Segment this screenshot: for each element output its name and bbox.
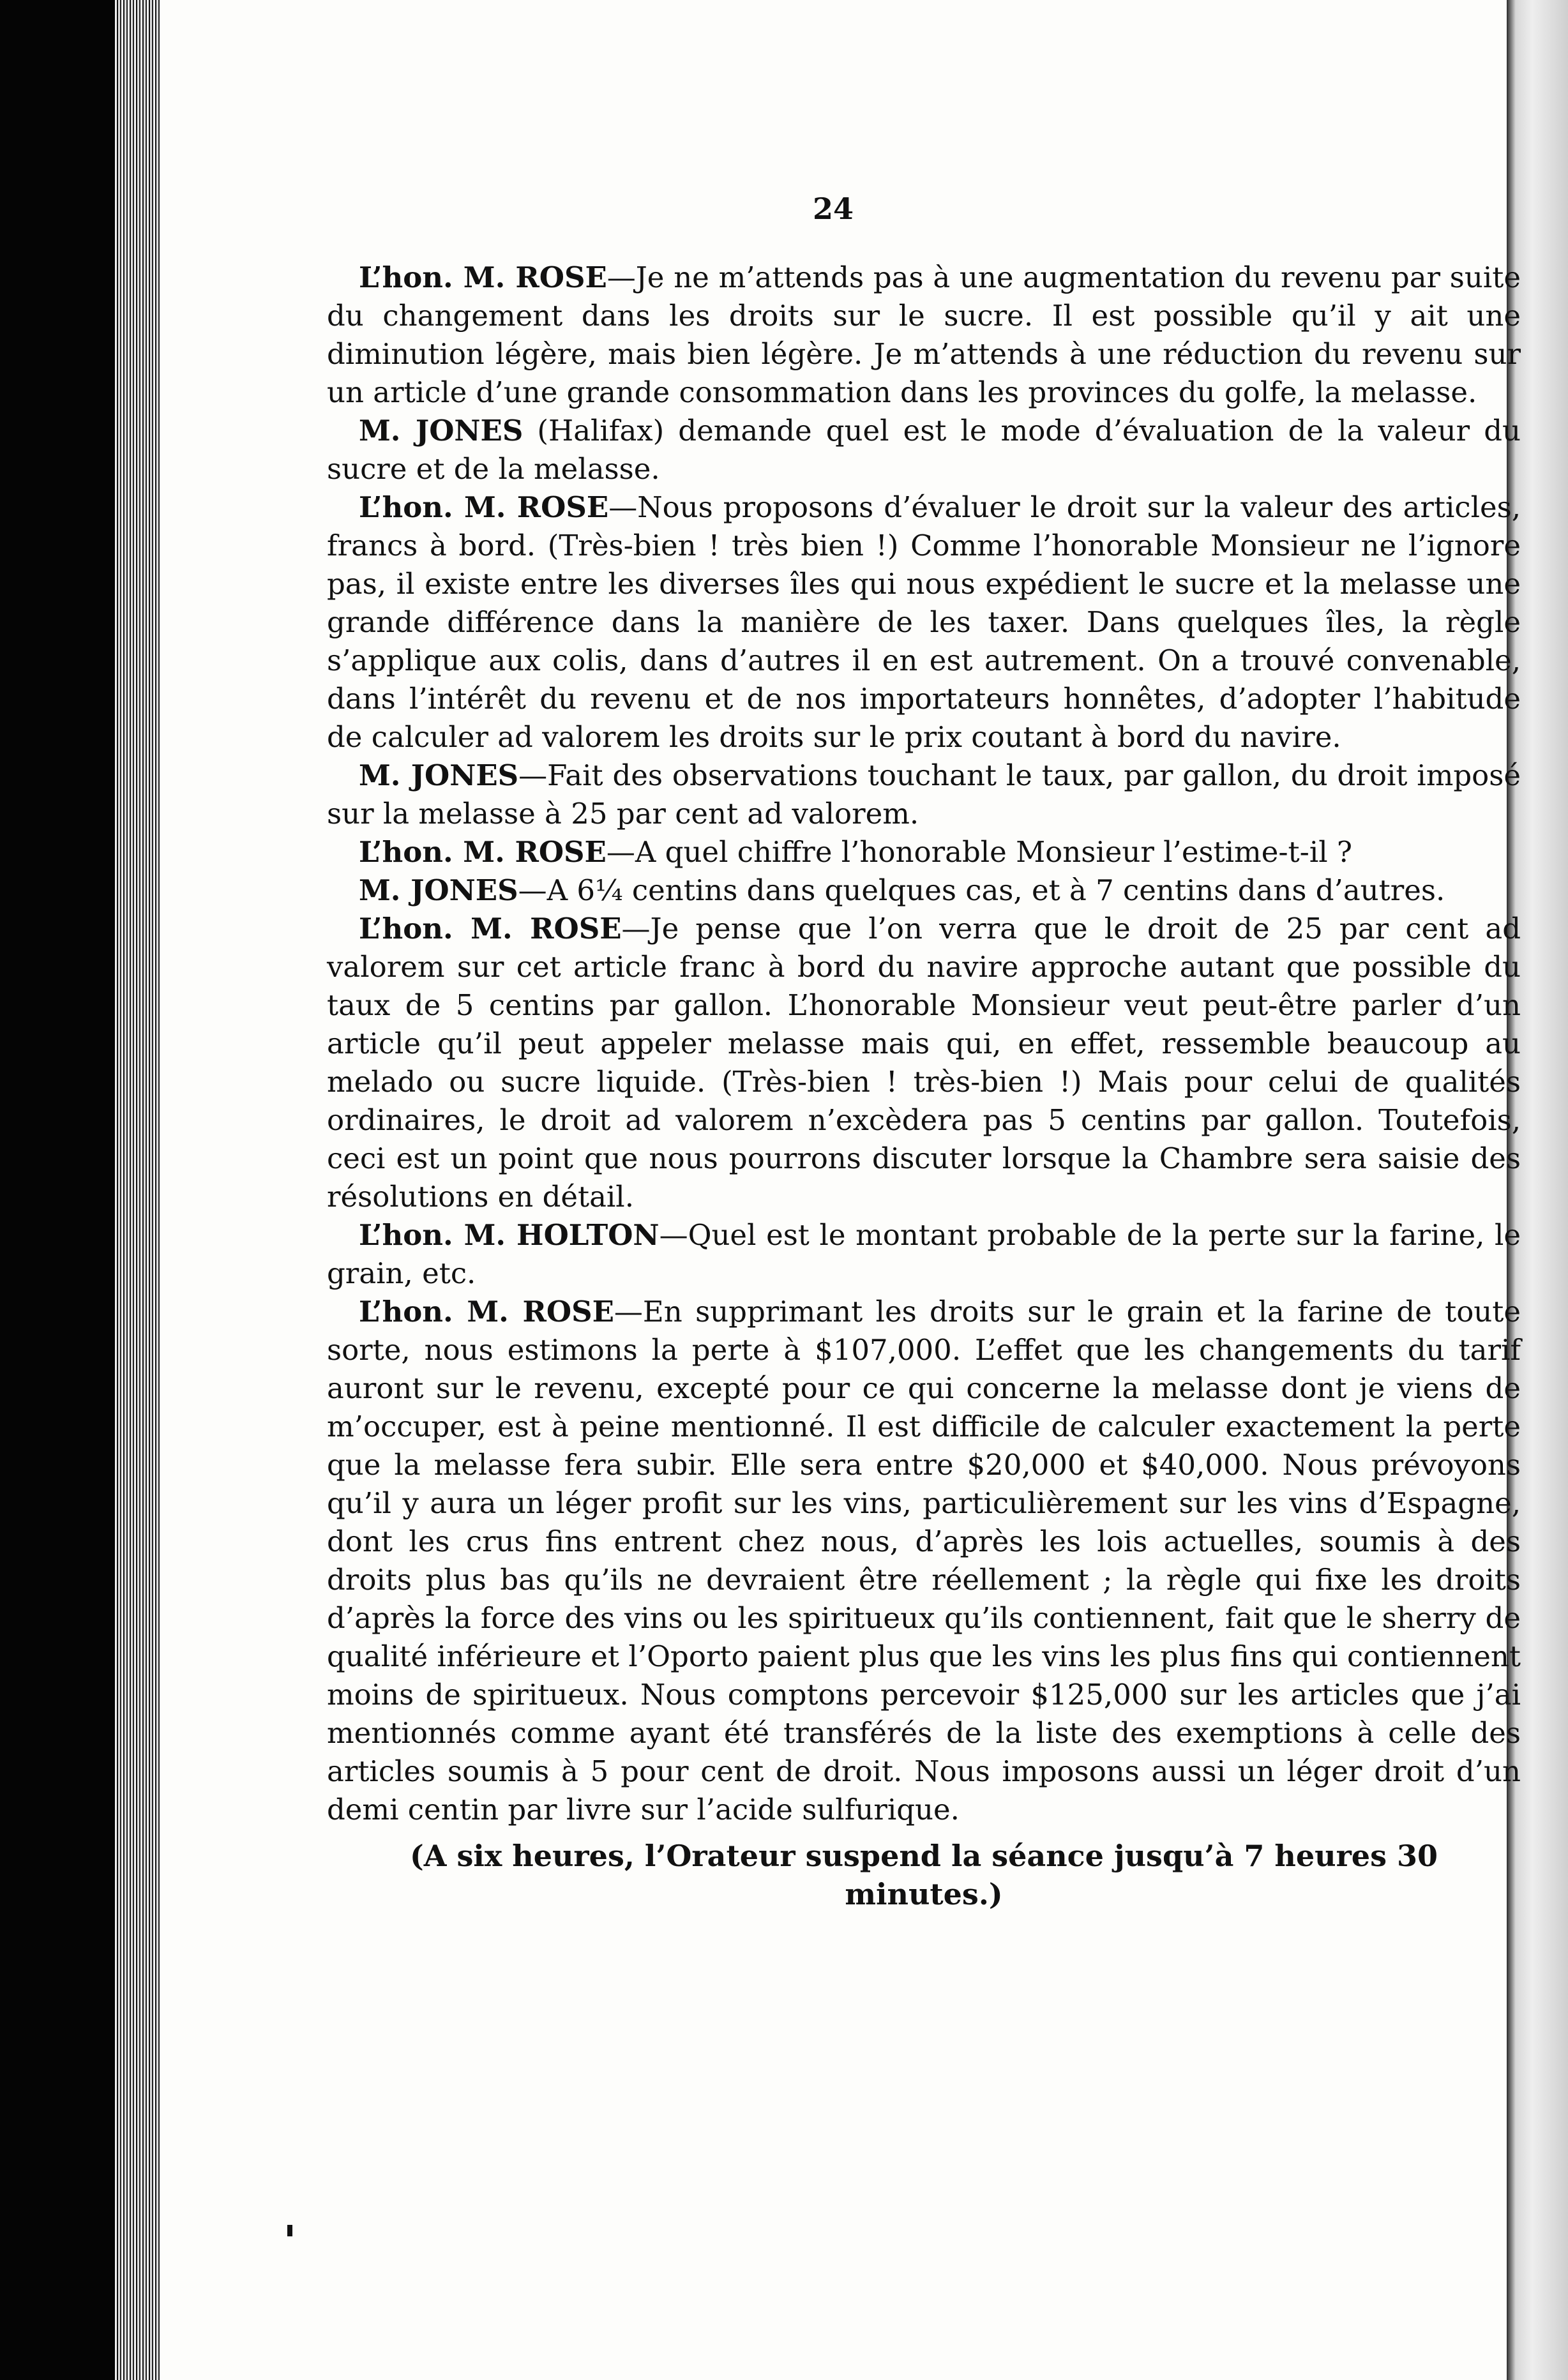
paragraph-text: —Je pense que l’on verra que le droit de 25 par cent ad valorem sur cet article franc à bord du navire approche autant que possible du taux de 5 centins par gallon. L’honorable Monsieur veut peut-être parler d’un article qu’il peut appeler melasse mais qui, en effet, ressemble beaucoup au melado ou sucre liquide. (Très-bien ! très-bien !) Mais pour celui de qualités ordinaires, le droit ad valorem n’excèdera pas 5 centins par gallon. Toutefois, ceci est un point que nous pourrons discuter lorsque la Chambre sera saisie des résolutions en détail. bbox=[327, 912, 1521, 1214]
paragraph-text: —A quel chiffre l’honorable Monsieur l’estime-t-il ? bbox=[606, 835, 1353, 869]
paragraph-text: —Je ne m’attends pas à une augmentation du revenu par suite du changement dans les droits sur le sucre. Il est possible qu’il y ait une diminution légère, mais bien légère. Je m’attends à une réduction du revenu sur un article d’une grande consommation dans les provinces du golfe, la melasse. bbox=[327, 260, 1521, 409]
speaker-name: L’hon. M. ROSE bbox=[359, 490, 609, 524]
paragraph-text: —Fait des observations touchant le taux, par gallon, du droit imposé sur la melasse à 25 par cent ad valorem. bbox=[327, 758, 1521, 831]
paragraph-text: —Nous proposons d’évaluer le droit sur la valeur des articles, francs à bord. (Très-bien ! très bien !) Comme l’honorable Monsieur ne l’ignore pas, il existe entre les diverses îles qui nous expédient le sucre et la melasse une grande différence dans la manière de les taxer. Dans quelques îles, la règle s’applique aux colis, dans d’autres il en est autrement. On a trouvé convenable, dans l’intérêt du revenu et de nos importateurs honnêtes, d’adopter l’habitude de calculer ad valorem les droits sur le prix coutant à bord du navire. bbox=[327, 490, 1521, 754]
paragraph-text: —A 6¼ centins dans quelques cas, et à 7 centins dans d’autres. bbox=[518, 873, 1445, 907]
paragraph bbox=[327, 833, 1521, 871]
speaker-name: L’hon. M. ROSE bbox=[359, 260, 607, 294]
ink-speck bbox=[287, 2225, 292, 2236]
page-number: 24 bbox=[812, 192, 854, 226]
paragraph bbox=[327, 1293, 1521, 1829]
speaker-name: L’hon. M. ROSE bbox=[359, 1295, 614, 1329]
book-page bbox=[160, 0, 1521, 2380]
speaker-name: L’hon. M. HOLTON bbox=[359, 1218, 660, 1252]
paragraph-text: —Quel est le montant probable de la perte sur la farine, le grain, etc. bbox=[327, 1218, 1521, 1290]
paragraph-text: (Halifax) demande quel est le mode d’évaluation de la valeur du sucre et de la melasse. bbox=[327, 414, 1521, 486]
speaker-name: L’hon. M. ROSE bbox=[359, 835, 607, 869]
session-closing-note: (A six heures, l’Orateur suspend la séance jusqu’à 7 heures 30 minutes.) bbox=[410, 1839, 1438, 1911]
paragraph bbox=[327, 910, 1521, 1216]
paragraph bbox=[327, 1216, 1521, 1293]
paragraph-text: —En supprimant les droits sur le grain et la farine de toute sorte, nous estimons la perte à $107,000. L’effet que les changements du tarif auront sur le revenu, excepté pour ce qui concerne la melasse dont je viens de m’occuper, est à peine mentionné. Il est difficile de calculer exactement la perte que la melasse fera subir. Elle sera entre $20,000 et $40,000. Nous prévoyons qu’il y aura un léger profit sur les vins, particulièrement sur les vins d’Espagne, dont les crus fins entrent chez nous, d’après les lois actuelles, soumis à des droits plus bas qu’ils ne devraient être réellement ; la règle qui fixe les droits d’après la force des vins ou les spiritueux qu’ils contiennent, fait que le sherry de qualité inférieure et l’Oporto paient plus que les vins les plus fins qui contiennent moins de spiritueux. Nous comptons percevoir $125,000 sur les articles que j’ai mentionnés comme ayant été transférés de la liste des exemptions à celle des articles soumis à 5 pour cent de droit. Nous imposons aussi un léger droit d’un demi centin par livre sur l’acide sulfurique. bbox=[327, 1295, 1521, 1826]
speaker-name: M. JONES bbox=[359, 758, 519, 792]
paragraph bbox=[327, 412, 1521, 488]
scan-dark-margin bbox=[0, 0, 115, 2380]
paragraph bbox=[327, 871, 1521, 910]
page-body bbox=[327, 259, 1521, 1913]
paragraph bbox=[327, 259, 1521, 412]
book-binding-edge bbox=[115, 0, 160, 2380]
speaker-name: M. JONES bbox=[359, 873, 518, 907]
paragraph bbox=[327, 488, 1521, 757]
speaker-name: L’hon. M. ROSE bbox=[359, 912, 622, 945]
paragraph bbox=[327, 757, 1521, 833]
speaker-name: M. JONES bbox=[359, 414, 524, 448]
